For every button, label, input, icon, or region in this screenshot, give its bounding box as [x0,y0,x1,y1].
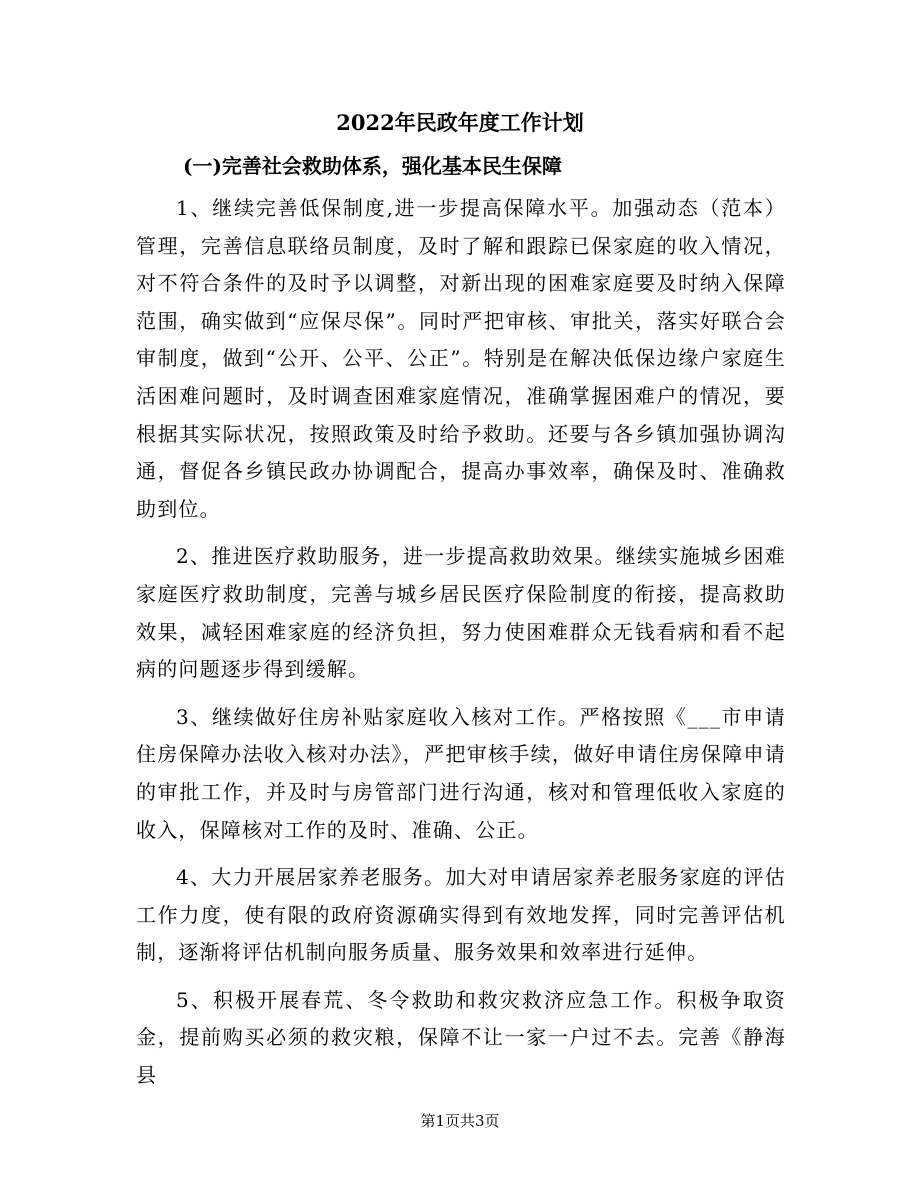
document-body [136,190,786,1105]
page-number-footer: 第1页共3页 [420,1112,500,1130]
paragraph-5: 5、积极开展春荒、冬令救助和救灾救济应急工作。积极争取资金，提前购买必须的救灾粮，保障不让一家一户过不去。完善《静海县 [136,987,786,1088]
section-heading: (一)完善社会救助体系，强化基本民生保障 [183,154,562,178]
paragraph-1: 1、继续完善低保制度,进一步提高保障水平。加强动态（范本）管理，完善信息联络员制度，及时了解和跟踪已保家庭的收入情况，对不符合条件的及时予以调整，对新出现的困难家庭要及时纳入保障范围，确实做到“应保尽保”。同时严把审核、审批关，落实好联合会审制度，做到“公开、公平、公正”。特别是在解决低保边缘户家庭生活困难问题时，及时调查困难家庭情况，准确掌握困难户的情况，要根据其实际状况，按照政策及时给予救助。还要与各乡镇加强协调沟通，督促各乡镇民政办协调配合，提高办事效率，确保及时、准确救助到位。 [136,196,786,521]
paragraph-2: 2、推进医疗救助服务，进一步提高救助效果。继续实施城乡困难家庭医疗救助制度，完善与城乡居民医疗保险制度的衔接，提高救助效果，减轻困难家庭的经济负担，努力使困难群众无钱看病和看不起病的问题逐步得到缓解。 [136,544,786,682]
paragraph-3: 3、继续做好住房补贴家庭收入核对工作。严格按照《___市申请住房保障办法收入核对办法》，严把审核手续，做好申请住房保障申请的审批工作，并及时与房管部门进行沟通，核对和管理低收入家庭的收入，保障核对工作的及时、准确、公正。 [136,704,786,842]
paragraph-4: 4、大力开展居家养老服务。加大对申请居家养老服务家庭的评估工作力度，使有限的政府资源确实得到有效地发挥，同时完善评估机制，逐渐将评估机制向服务质量、服务效果和效率进行延伸。 [136,865,786,965]
document-title: 2022年民政年度工作计划 [336,110,584,135]
